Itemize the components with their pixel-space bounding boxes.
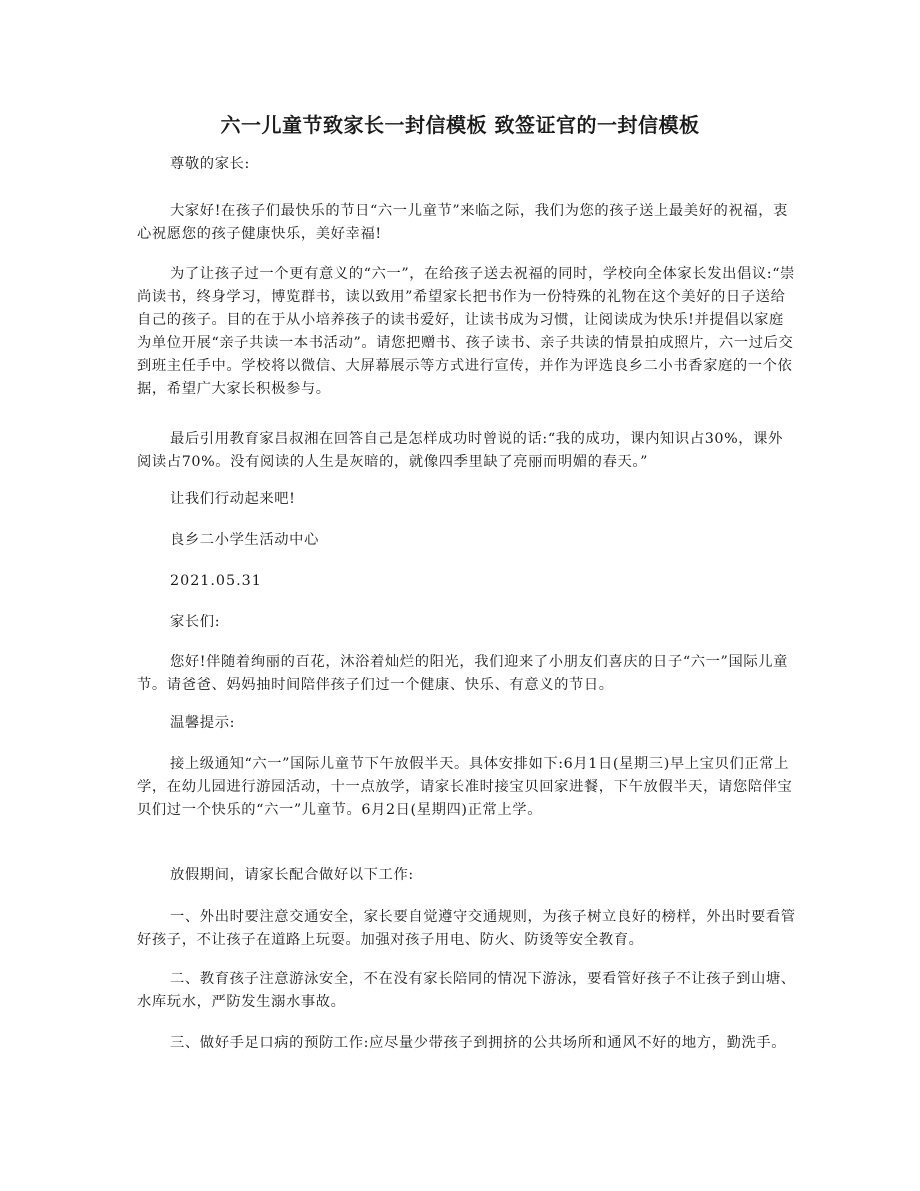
letter2-reminder-heading: 温馨提示: — [170, 715, 236, 731]
letter2-item-3: 三、做好手足口病的预防工作:应尽量少带孩子到拥挤的公共场所和通风不好的地方，勤洗手。 — [170, 1035, 787, 1051]
letter1-salutation: 尊敬的家长: — [170, 156, 250, 172]
letter1-paragraph-4: 让我们行动起来吧! — [170, 491, 296, 507]
letter2-salutation: 家长们: — [170, 614, 221, 630]
letter1-paragraph-1: 大家好!在孩子们最快乐的节日“六一儿童节”来临之际，我们为您的孩子送上最美好的祝福，衷心祝愿您的孩子健康快乐，美好幸福! — [137, 203, 789, 242]
letter2-paragraph-2: 接上级通知“六一”国际儿童节下午放假半天。具体安排如下:6月1日(星期三)早上宝贝们正常上学，在幼儿园进行游园活动，十一点放学，请家长准时接宝贝回家进餐，下午放假半天，请您陪伴宝贝们过一个快乐的“六一”儿童节。6月2日(星期四)正常上学。 — [137, 756, 793, 818]
letter2-paragraph-3: 放假期间，请家长配合做好以下工作: — [170, 867, 414, 883]
letter2-item-2: 二、教育孩子注意游泳安全，不在没有家长陪同的情况下游泳，要看管好孩子不让孩子到山塘、水库玩水，严防发生溺水事故。 — [137, 971, 796, 1010]
letter1-paragraph-2: 为了让孩子过一个更有意义的“六一”，在给孩子送去祝福的同时，学校向全体家长发出倡议:“崇尚读书，终身学习，博览群书，读以致用”希望家长把书作为一份特殊的礼物在这个美好的日子送给自己的孩子。目的在于从小培养孩子的读书爱好，让读书成为习惯，让阅读成为快乐!并提倡以家庭为单位开展“亲子共读一本书活动”。请您把赠书、孩子读书、亲子共读的情景拍成照片，六一过后交到班主任手中。学校将以微信、大屏幕展示等方式进行宣传，并作为评选良乡二小书香家庭的一个依据，希望广大家长积极参与。 — [137, 266, 796, 397]
letter2-item-1: 一、外出时要注意交通安全，家长要自觉遵守交通规则，为孩子树立良好的榜样，外出时要看管好孩子，不让孩子在道路上玩耍。加强对孩子用电、防火、防烫等安全教育。 — [137, 909, 796, 948]
letter1-signature: 良乡二小学生活动中心 — [170, 532, 319, 548]
letter1-paragraph-3: 最后引用教育家吕叔湘在回答自己是怎样成功时曾说的话:“我的成功，课内知识占30%，课外阅读占70%。没有阅读的人生是灰暗的，就像四季里缺了亮丽而明媚的春天。” — [137, 431, 783, 470]
letter2-paragraph-1: 您好!伴随着绚丽的百花，沐浴着灿烂的阳光，我们迎来了小朋友们喜庆的日子“六一”国际儿童节。请爸爸、妈妈抽时间陪伴孩子们过一个健康、快乐、有意义的节日。 — [137, 654, 789, 693]
document-title: 六一儿童节致家长一封信模板 致签证官的一封信模板 — [220, 113, 700, 137]
letter1-date: 2021.05.31 — [170, 573, 262, 589]
